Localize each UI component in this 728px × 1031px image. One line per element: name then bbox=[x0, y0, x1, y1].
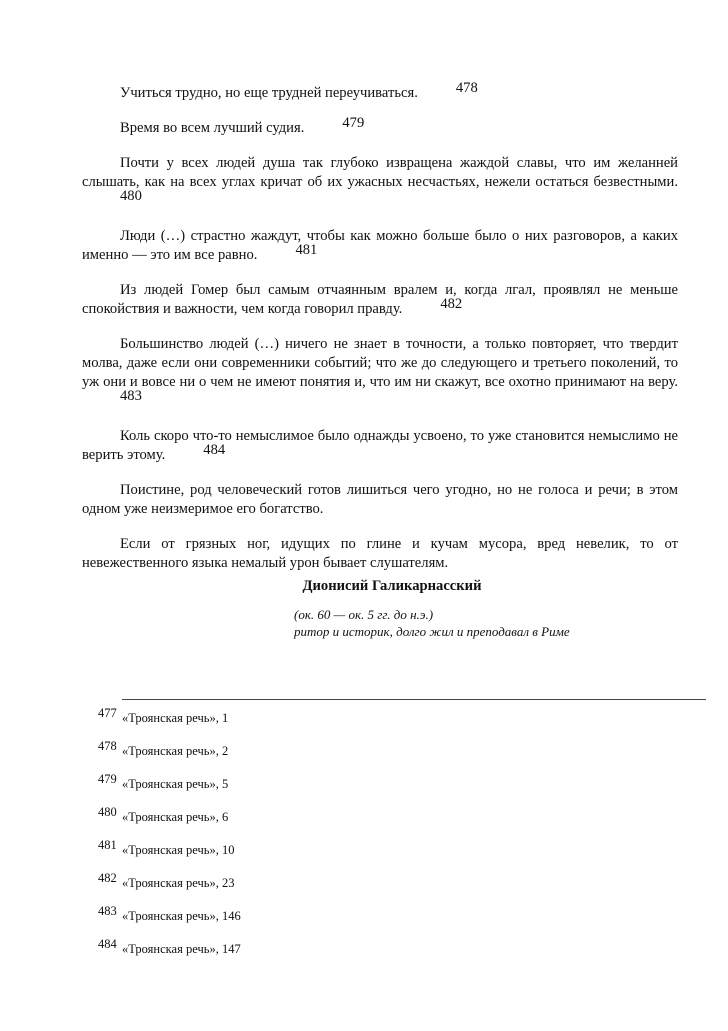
footnote-text: «Троянская речь», 147 bbox=[122, 942, 241, 956]
footnote-number: 481 bbox=[98, 838, 117, 852]
footnote-item bbox=[98, 774, 598, 807]
body-text bbox=[82, 80, 678, 640]
quote-text: Из людей Гомер был самым отчаянным вралем и, когда лгал, проявлял не меньше спокойствия и важности, чем когда говорил правду. bbox=[82, 282, 678, 317]
footnote-number: 479 bbox=[98, 772, 117, 786]
quote-paragraph bbox=[82, 80, 678, 103]
quote-paragraph bbox=[82, 154, 678, 211]
quote-text: Люди (…) страстно жаждут, чтобы как можно больше было о них разговоров, а каких именно — это им все равно. bbox=[82, 228, 678, 263]
footnote-item bbox=[98, 840, 598, 873]
footnote-ref[interactable]: 478 bbox=[455, 80, 478, 96]
footnote-ref[interactable]: 480 bbox=[120, 188, 142, 204]
quote-text: Коль скоро что-то немыслимое было однажды усвоено, то уже становится немыслимо не верить этому. bbox=[82, 428, 678, 463]
footnote-number: 480 bbox=[98, 805, 117, 819]
author-name: Дионисий Галикарнасский bbox=[302, 578, 482, 594]
footnote-text: «Троянская речь», 1 bbox=[122, 711, 229, 725]
footnote-divider bbox=[122, 699, 706, 700]
footnote-text: «Троянская речь», 23 bbox=[122, 876, 235, 890]
quote-text: Большинство людей (…) ничего не знает в точности, а только повторяет, что твердит молва, даже если они современники событий; что же до следующего и третьего поколений, то уж они и вовсе ни о чем не имеют понятия и, что им ни скажут, все охотно принимают на веру. bbox=[82, 336, 678, 390]
quote-text: Время во всем лучший судия. bbox=[120, 120, 305, 136]
footnote-text: «Троянская речь», 5 bbox=[122, 777, 229, 791]
quote-text: Поистине, род человеческий готов лишиться чего угодно, но не голоса и речи; в этом одном уже неизмеримое его богатство. bbox=[82, 482, 678, 517]
footnote-item bbox=[98, 939, 598, 972]
footnote-ref[interactable]: 482 bbox=[440, 296, 463, 312]
footnote-item bbox=[98, 807, 598, 840]
footnote-ref[interactable]: 479 bbox=[342, 115, 365, 131]
footnote-item bbox=[98, 873, 598, 906]
author-dates: (ок. 60 — ок. 5 гг. до н.э.) bbox=[294, 607, 434, 622]
footnote-item bbox=[98, 708, 598, 741]
quote-paragraph bbox=[82, 281, 678, 319]
quote-text: Если от грязных ног, идущих по глине и кучам мусора, вред невелик, то от невежественного языка немалый урон бывает слушателям. bbox=[82, 536, 678, 571]
footnote-number: 478 bbox=[98, 739, 117, 753]
quote-text: Почти у всех людей душа так глубоко извращена жаждой славы, что им желанней слышать, как на всех углах кричат об их ужасных несчастьях, нежели остаться безвестными. bbox=[82, 155, 678, 190]
footnotes bbox=[98, 708, 598, 972]
footnote-number: 482 bbox=[98, 871, 117, 885]
footnote-text: «Троянская речь», 146 bbox=[122, 909, 241, 923]
quote-paragraph bbox=[82, 427, 678, 465]
footnote-ref[interactable]: 483 bbox=[120, 388, 142, 404]
footnote-ref[interactable]: 481 bbox=[295, 242, 318, 258]
quote-paragraph bbox=[82, 481, 678, 519]
footnote-number: 483 bbox=[98, 904, 117, 918]
footnote-text: «Троянская речь», 2 bbox=[122, 744, 229, 758]
author-info bbox=[82, 606, 678, 640]
footnote-text: «Троянская речь», 10 bbox=[122, 843, 235, 857]
footnote-item bbox=[98, 906, 598, 939]
quote-paragraph bbox=[82, 335, 678, 411]
footnote-number: 484 bbox=[98, 937, 117, 951]
footnote-item bbox=[98, 741, 598, 774]
quote-paragraph bbox=[82, 115, 678, 138]
footnote-number: 477 bbox=[98, 706, 117, 720]
footnote-ref[interactable]: 484 bbox=[203, 442, 226, 458]
quote-paragraph bbox=[82, 227, 678, 265]
author-description: ритор и историк, долго жил и преподавал в Риме bbox=[294, 624, 570, 639]
footnote-text: «Троянская речь», 6 bbox=[122, 810, 229, 824]
quote-paragraph bbox=[82, 535, 678, 573]
quote-text: Учиться трудно, но еще трудней переучиваться. bbox=[120, 85, 418, 101]
